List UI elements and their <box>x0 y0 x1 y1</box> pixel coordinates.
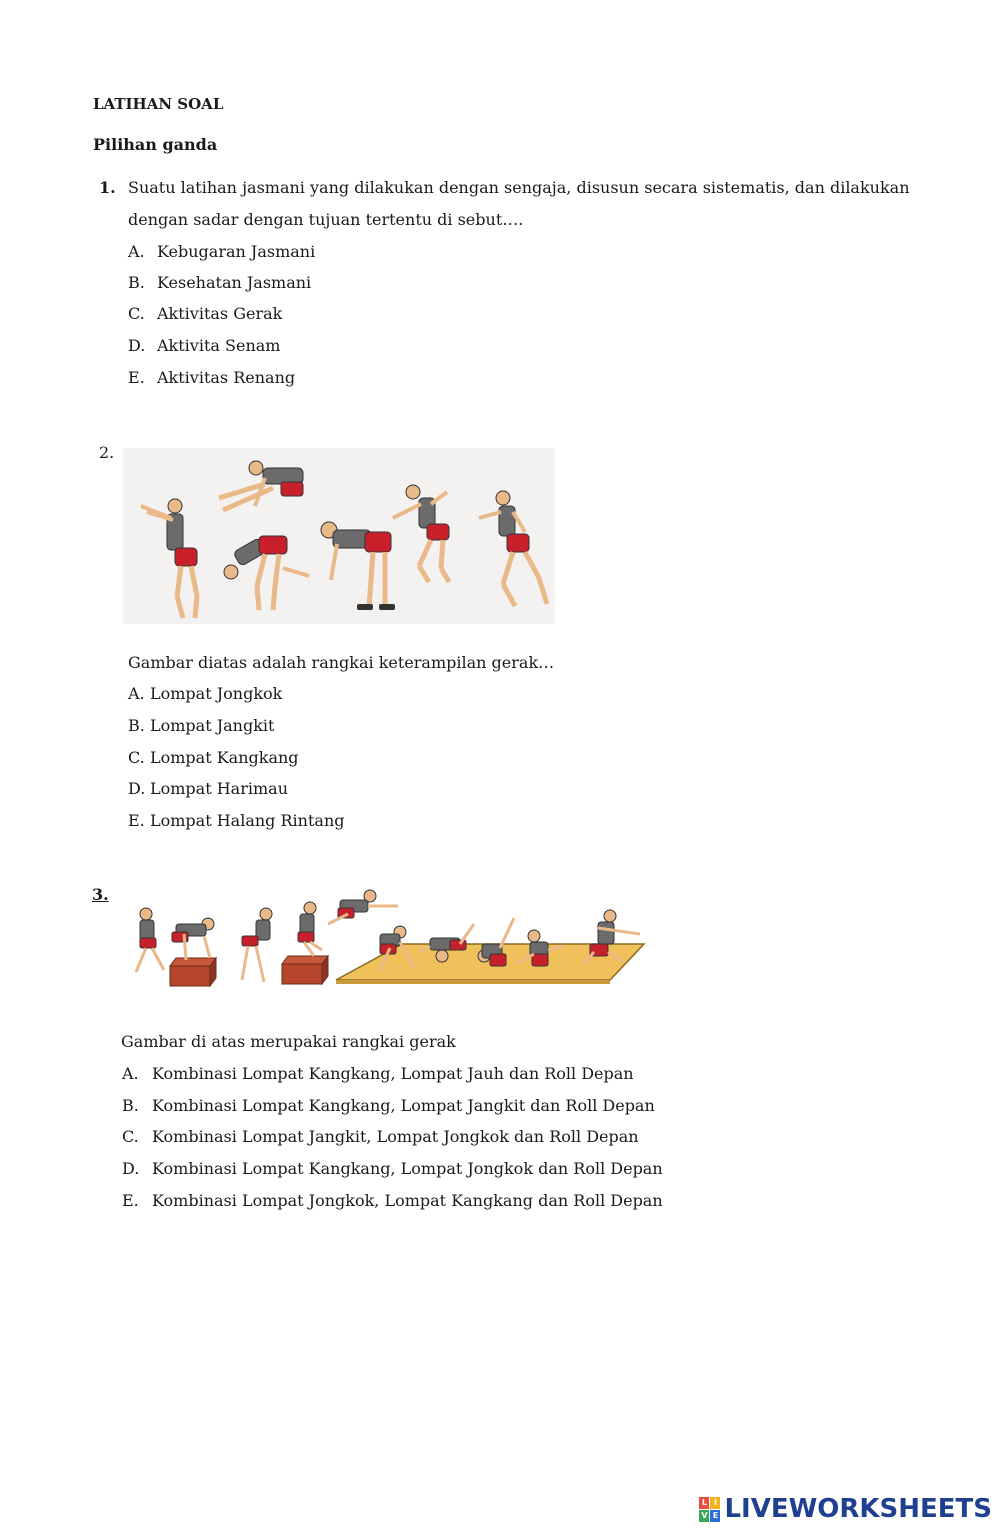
question-number: 3. <box>92 885 109 904</box>
option-letter: B. <box>128 716 145 735</box>
leapfrog-sequence-illustration <box>123 448 555 624</box>
option-letter: E. <box>128 811 145 830</box>
option-letter: E. <box>128 368 145 387</box>
question-text-line-1: Suatu latihan jasmani yang dilakukan dengan sengaja, disusun secara sistematis, dan dilakukan <box>128 178 910 197</box>
worksheet-title: LATIHAN SOAL <box>93 95 224 113</box>
option-text: Aktivitas Renang <box>157 368 296 387</box>
option-c[interactable] <box>122 1127 639 1147</box>
option-letter: B. <box>128 273 145 292</box>
option-text: Aktivita Senam <box>157 336 281 355</box>
option-letter: C. <box>128 748 145 767</box>
option-c[interactable] <box>128 748 299 768</box>
question-prompt: Gambar diatas adalah rangkai keterampilan gerak… <box>128 653 555 672</box>
option-text: Kombinasi Lompat Jangkit, Lompat Jongkok dan Roll Depan <box>152 1127 639 1146</box>
option-text: Kombinasi Lompat Kangkang, Lompat Jangkit dan Roll Depan <box>152 1096 655 1115</box>
section-subtitle: Pilihan ganda <box>93 135 218 154</box>
leapfrog-figures-icon <box>123 448 555 624</box>
option-letter: A. <box>122 1064 139 1083</box>
option-text: Lompat Kangkang <box>150 748 299 767</box>
option-letter: C. <box>128 304 145 323</box>
option-e[interactable] <box>128 811 345 831</box>
option-text: Kombinasi Lompat Jongkok, Lompat Kangkang dan Roll Depan <box>152 1191 663 1210</box>
option-b[interactable] <box>128 273 312 293</box>
option-e[interactable] <box>122 1191 663 1211</box>
vault-and-roll-sequence-illustration <box>124 884 646 1006</box>
option-letter: E. <box>122 1191 139 1210</box>
question-prompt: Gambar di atas merupakai rangkai gerak <box>121 1032 456 1051</box>
question-text-line-2: dengan sadar dengan tujuan tertentu di sebut…. <box>128 210 524 229</box>
option-b[interactable] <box>122 1096 655 1116</box>
question-number: 1. <box>99 178 116 197</box>
question-number: 2. <box>99 443 115 462</box>
logo-letter: I <box>710 1497 720 1509</box>
option-d[interactable] <box>122 1159 663 1179</box>
liveworksheets-brand[interactable] <box>699 1494 992 1524</box>
option-e[interactable] <box>128 368 296 388</box>
option-text: Kombinasi Lompat Kangkang, Lompat Jauh dan Roll Depan <box>152 1064 634 1083</box>
logo-letter: L <box>699 1497 709 1509</box>
option-letter: C. <box>122 1127 139 1146</box>
option-letter: A. <box>128 242 145 261</box>
vault-roll-figures-icon <box>124 884 646 1006</box>
logo-letter: E <box>710 1510 720 1522</box>
option-letter: B. <box>122 1096 139 1115</box>
option-a[interactable] <box>128 684 283 704</box>
option-text: Aktivitas Gerak <box>157 304 283 323</box>
option-text: Kesehatan Jasmani <box>157 273 312 292</box>
option-letter: D. <box>122 1159 140 1178</box>
option-d[interactable] <box>128 779 288 799</box>
option-a[interactable] <box>122 1064 634 1084</box>
option-text: Lompat Jongkok <box>150 684 283 703</box>
option-b[interactable] <box>128 716 275 736</box>
option-text: Lompat Harimau <box>150 779 288 798</box>
option-d[interactable] <box>128 336 281 356</box>
option-letter: D. <box>128 336 146 355</box>
liveworksheets-logo-icon <box>699 1497 720 1522</box>
option-letter: A. <box>128 684 145 703</box>
brand-name: LIVEWORKSHEETS <box>724 1494 992 1524</box>
option-text: Kebugaran Jasmani <box>157 242 316 261</box>
option-letter: D. <box>128 779 146 798</box>
option-text: Lompat Jangkit <box>150 716 275 735</box>
option-a[interactable] <box>128 242 316 262</box>
option-c[interactable] <box>128 304 283 324</box>
option-text: Kombinasi Lompat Kangkang, Lompat Jongkok dan Roll Depan <box>152 1159 663 1178</box>
logo-letter: V <box>701 1510 708 1520</box>
option-text: Lompat Halang Rintang <box>150 811 345 830</box>
